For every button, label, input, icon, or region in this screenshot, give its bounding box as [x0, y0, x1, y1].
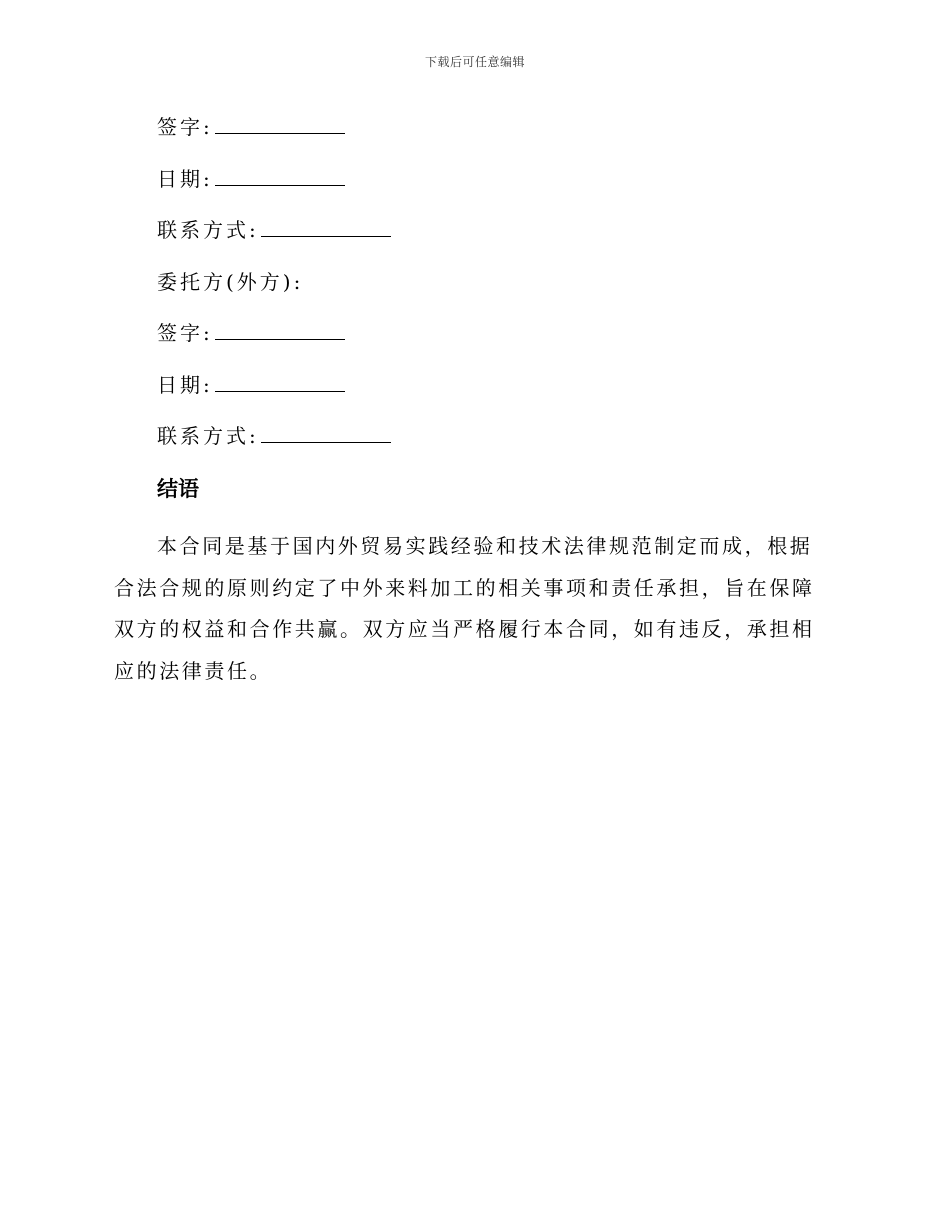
- conclusion-paragraph: 本合同是基于国内外贸易实践经验和技术法律规范制定而成，根据合法合规的原则约定了中外来料加工的相关事项和责任承担，旨在保障双方的权益和合作共赢。双方应当严格履行本合同，如有违反，承担相应的法律责任。: [114, 534, 815, 683]
- party-a-date-row: [157, 166, 345, 192]
- date-label: 日期:: [157, 373, 213, 397]
- date-label: 日期:: [157, 167, 213, 191]
- conclusion-heading: 结语: [157, 477, 199, 501]
- signature-label: 签字:: [157, 321, 213, 345]
- signature-label: 签字:: [157, 115, 213, 139]
- contact-label: 联系方式:: [157, 424, 259, 448]
- party-b-title: 委托方(外方):: [157, 270, 304, 294]
- contact-blank: [261, 424, 391, 443]
- contact-blank: [261, 218, 391, 237]
- party-a-contact-row: [157, 217, 391, 243]
- date-blank: [215, 373, 345, 392]
- party-b-contact-row: [157, 423, 391, 449]
- party-a-signature-row: [157, 114, 345, 140]
- contact-label: 联系方式:: [157, 218, 259, 242]
- signature-blank: [215, 115, 345, 134]
- party-b-date-row: [157, 372, 345, 398]
- date-blank: [215, 167, 345, 186]
- party-b-signature-row: [157, 320, 345, 346]
- signature-blank: [215, 321, 345, 340]
- page-header: 下载后可任意编辑: [424, 55, 525, 69]
